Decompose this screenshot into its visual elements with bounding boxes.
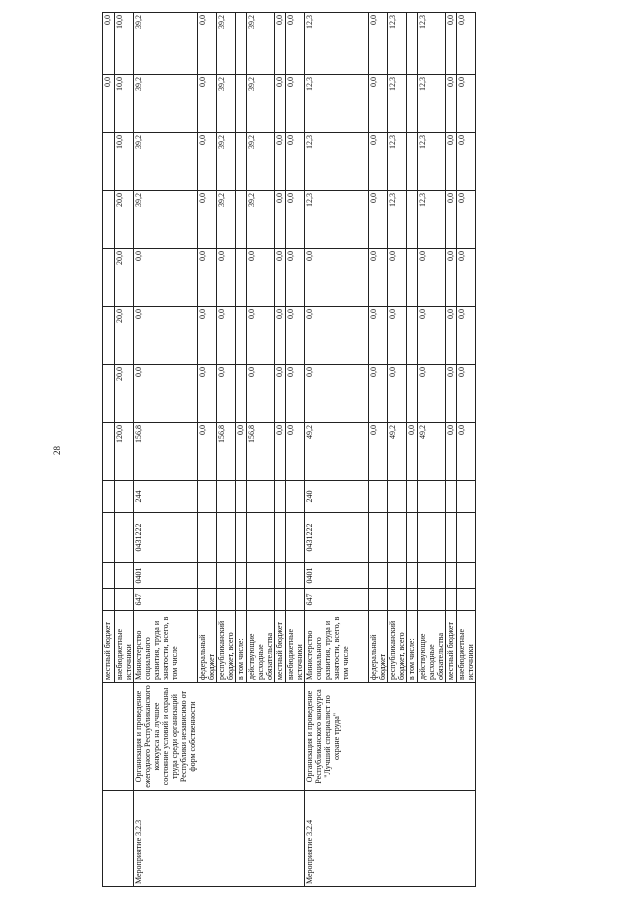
value-cell: 0,0 [446, 423, 457, 481]
empty-cell [369, 589, 388, 611]
value-cell: 0,0 [286, 249, 305, 307]
table-body [103, 13, 476, 887]
value-cell [236, 365, 247, 423]
value-cell [236, 307, 247, 365]
row-label: республиканский бюджет, всего [217, 611, 236, 683]
value-cell: 0,0 [217, 307, 236, 365]
value-cell [407, 133, 418, 191]
value-cell [407, 249, 418, 307]
value-cell: 12,3 [388, 13, 407, 75]
empty-cell [407, 563, 418, 589]
value-cell: 0,0 [286, 75, 305, 133]
empty-cell [103, 481, 115, 513]
empty-cell [198, 563, 217, 589]
value-cell: 39,2 [217, 13, 236, 75]
value-cell [103, 133, 115, 191]
empty-cell [115, 513, 134, 563]
budget-code: 240 [305, 481, 369, 513]
value-cell: 0,0 [286, 13, 305, 75]
value-cell: 0,0 [286, 365, 305, 423]
empty-cell [457, 589, 476, 611]
value-cell [103, 191, 115, 249]
budget-code: 647 [134, 589, 198, 611]
empty-cell [457, 563, 476, 589]
empty-cell [217, 481, 236, 513]
value-cell: 0,0 [275, 307, 286, 365]
empty-cell [418, 563, 446, 589]
value-cell: 49,2 [418, 423, 446, 481]
empty-cell [275, 563, 286, 589]
empty-cell [286, 481, 305, 513]
value-cell: 39,2 [247, 13, 275, 75]
empty-cell [418, 513, 446, 563]
value-cell: 0,0 [446, 13, 457, 75]
value-cell: 0,0 [457, 75, 476, 133]
table-row [103, 13, 115, 887]
empty-cell [275, 481, 286, 513]
row-label: Министерство социального развития, труда и занятости, всего, в том числе [305, 611, 369, 683]
budget-code: 0401 [305, 563, 369, 589]
empty-cell [418, 589, 446, 611]
empty-cell [217, 563, 236, 589]
empty-cell [446, 481, 457, 513]
value-cell: 12,3 [418, 191, 446, 249]
empty-cell [103, 563, 115, 589]
value-cell: 0,0 [275, 249, 286, 307]
value-cell: 0,0 [388, 307, 407, 365]
value-cell: 12,3 [305, 13, 369, 75]
value-cell: 0,0 [388, 365, 407, 423]
value-cell: 156,8 [247, 423, 275, 481]
empty-cell [217, 589, 236, 611]
value-cell: 12,3 [418, 13, 446, 75]
empty-cell [369, 513, 388, 563]
value-cell: 0,0 [305, 307, 369, 365]
value-cell: 0,0 [134, 365, 198, 423]
value-cell: 0,0 [198, 133, 217, 191]
value-cell: 0,0 [369, 249, 388, 307]
row-label: Министерство социального развития, труда и занятости, всего, в том числе [134, 611, 198, 683]
row-label: федеральный бюджет [369, 611, 388, 683]
row-label: внебюджетные источники [115, 611, 134, 683]
empty-cell [247, 513, 275, 563]
value-cell: 39,2 [134, 191, 198, 249]
value-cell: 0,0 [286, 423, 305, 481]
row-label: республиканский бюджет, всего [388, 611, 407, 683]
value-cell [236, 133, 247, 191]
page-number: 28 [52, 446, 62, 455]
empty-cell [247, 589, 275, 611]
empty-cell [457, 481, 476, 513]
empty-cell [103, 683, 134, 791]
value-cell: 20,0 [115, 249, 134, 307]
empty-cell [247, 481, 275, 513]
value-cell: 0,0 [247, 249, 275, 307]
empty-cell [103, 513, 115, 563]
value-cell: 20,0 [115, 365, 134, 423]
value-cell: 0,0 [198, 423, 217, 481]
value-cell: 0,0 [275, 133, 286, 191]
empty-cell [236, 589, 247, 611]
value-cell: 0,0 [275, 423, 286, 481]
row-label: внебюджетные источники [457, 611, 476, 683]
empty-cell [115, 589, 134, 611]
empty-cell [418, 481, 446, 513]
value-cell: 0,0 [446, 133, 457, 191]
value-cell: 39,2 [134, 75, 198, 133]
value-cell: 0,0 [369, 423, 388, 481]
empty-cell [446, 589, 457, 611]
value-cell: 20,0 [115, 307, 134, 365]
value-cell [407, 191, 418, 249]
empty-cell [369, 563, 388, 589]
value-cell: 156,8 [217, 423, 236, 481]
value-cell: 0,0 [457, 365, 476, 423]
value-cell [236, 75, 247, 133]
value-cell: 49,2 [305, 423, 369, 481]
row-label: в том числе: [407, 611, 418, 683]
value-cell: 0,0 [286, 191, 305, 249]
empty-cell [446, 563, 457, 589]
empty-cell [103, 589, 115, 611]
value-cell: 39,2 [247, 191, 275, 249]
value-cell: 0,0 [198, 365, 217, 423]
value-cell: 0,0 [275, 191, 286, 249]
value-cell: 0,0 [446, 307, 457, 365]
empty-cell [388, 589, 407, 611]
empty-cell [407, 481, 418, 513]
empty-cell [388, 563, 407, 589]
value-cell: 39,2 [217, 191, 236, 249]
value-cell: 10,0 [115, 133, 134, 191]
value-cell: 12,3 [305, 133, 369, 191]
value-cell: 39,2 [217, 75, 236, 133]
value-cell: 12,3 [305, 191, 369, 249]
value-cell: 0,0 [198, 307, 217, 365]
value-cell: 0,0 [418, 307, 446, 365]
value-cell: 0,0 [247, 365, 275, 423]
value-cell: 0,0 [247, 307, 275, 365]
value-cell: 12,3 [388, 191, 407, 249]
empty-cell [388, 513, 407, 563]
empty-cell [369, 481, 388, 513]
value-cell: 0,0 [457, 307, 476, 365]
measure-main-row [134, 13, 198, 887]
value-cell: 0,0 [457, 133, 476, 191]
value-cell: 49,2 [388, 423, 407, 481]
row-label: внебюджетные источники [286, 611, 305, 683]
row-label: местный бюджет [103, 611, 115, 683]
empty-cell [446, 513, 457, 563]
value-cell: 0,0 [457, 191, 476, 249]
empty-cell [407, 513, 418, 563]
value-cell: 39,2 [247, 133, 275, 191]
value-cell: 0,0 [275, 13, 286, 75]
empty-cell [103, 791, 134, 887]
value-cell [236, 13, 247, 75]
value-cell: 0,0 [388, 249, 407, 307]
value-cell: 0,0 [369, 13, 388, 75]
value-cell: 20,0 [115, 191, 134, 249]
value-cell: 0,0 [369, 191, 388, 249]
value-cell: 0,0 [286, 133, 305, 191]
value-cell: 0,0 [217, 249, 236, 307]
measure-main-row [305, 13, 369, 887]
empty-cell [275, 589, 286, 611]
value-cell: 0,0 [457, 13, 476, 75]
empty-cell [286, 513, 305, 563]
value-cell: 12,3 [418, 75, 446, 133]
value-cell [407, 307, 418, 365]
value-cell: 0,0 [305, 249, 369, 307]
value-cell [103, 249, 115, 307]
value-cell: 0,0 [198, 75, 217, 133]
measure-name: Организация и проведение ежегодного Республиканского конкурса на лучшее состояние условий и охраны труда среди организаций Республики независимо от форм собственности [134, 683, 305, 791]
budget-code: 0401 [134, 563, 198, 589]
value-cell: 0,0 [446, 191, 457, 249]
value-cell: 0,0 [275, 365, 286, 423]
empty-cell [388, 481, 407, 513]
value-cell: 39,2 [134, 133, 198, 191]
value-cell: 0,0 [418, 365, 446, 423]
value-cell: 0,0 [275, 75, 286, 133]
value-cell: 0,0 [198, 191, 217, 249]
empty-cell [407, 589, 418, 611]
budget-code: 0431222 [134, 513, 198, 563]
row-label: федеральный бюджет [198, 611, 217, 683]
value-cell: 0,0 [369, 307, 388, 365]
value-cell: 0,0 [103, 13, 115, 75]
value-cell: 0,0 [198, 13, 217, 75]
value-cell: 0,0 [369, 75, 388, 133]
value-cell: 39,2 [134, 13, 198, 75]
value-cell: 0,0 [134, 249, 198, 307]
value-cell [103, 307, 115, 365]
value-cell: 0,0 [457, 423, 476, 481]
empty-cell [286, 589, 305, 611]
value-cell: 0,0 [446, 75, 457, 133]
measure-name: Организация и проведение Республиканского конкурса "Лучший специалист по охране труда" [305, 683, 476, 791]
value-cell: 12,3 [388, 75, 407, 133]
value-cell: 0,0 [286, 307, 305, 365]
value-cell: 39,2 [247, 75, 275, 133]
value-cell: 12,3 [418, 133, 446, 191]
value-cell [103, 423, 115, 481]
empty-cell [236, 481, 247, 513]
value-cell: 0,0 [369, 365, 388, 423]
value-cell: 39,2 [217, 133, 236, 191]
value-cell: 10,0 [115, 75, 134, 133]
budget-code: 0431222 [305, 513, 369, 563]
value-cell [407, 365, 418, 423]
budget-code: 647 [305, 589, 369, 611]
value-cell: 0,0 [305, 365, 369, 423]
value-cell: 0,0 [418, 249, 446, 307]
empty-cell [198, 513, 217, 563]
value-cell: 0,0 [369, 133, 388, 191]
measure-id: Мероприятие 3.2.4 [305, 791, 476, 887]
measure-id: Мероприятие 3.2.3 [134, 791, 305, 887]
value-cell: 12,3 [388, 133, 407, 191]
value-cell: 156,8 [134, 423, 198, 481]
empty-cell [236, 513, 247, 563]
value-cell: 0,0 [236, 423, 247, 481]
value-cell: 0,0 [407, 423, 418, 481]
value-cell: 0,0 [446, 249, 457, 307]
value-cell [407, 75, 418, 133]
empty-cell [286, 563, 305, 589]
empty-cell [247, 563, 275, 589]
empty-cell [236, 563, 247, 589]
empty-cell [457, 513, 476, 563]
empty-cell [115, 481, 134, 513]
row-label: местный бюджет [275, 611, 286, 683]
value-cell: 120,0 [115, 423, 134, 481]
value-cell [103, 365, 115, 423]
row-label: в том числе: [236, 611, 247, 683]
value-cell: 0,0 [457, 249, 476, 307]
value-cell: 10,0 [115, 13, 134, 75]
empty-cell [115, 563, 134, 589]
value-cell: 12,3 [305, 75, 369, 133]
value-cell [236, 249, 247, 307]
budget-code: 244 [134, 481, 198, 513]
value-cell [407, 13, 418, 75]
empty-cell [217, 513, 236, 563]
empty-cell [198, 481, 217, 513]
row-label: действующие расходные обязательства [418, 611, 446, 683]
value-cell: 0,0 [134, 307, 198, 365]
value-cell: 0,0 [217, 365, 236, 423]
value-cell: 0,0 [446, 365, 457, 423]
empty-cell [275, 513, 286, 563]
row-label: действующие расходные обязательства [247, 611, 275, 683]
empty-cell [198, 589, 217, 611]
value-cell [236, 191, 247, 249]
budget-table [102, 12, 476, 887]
row-label: местный бюджет [446, 611, 457, 683]
value-cell: 0,0 [103, 75, 115, 133]
value-cell: 0,0 [198, 249, 217, 307]
